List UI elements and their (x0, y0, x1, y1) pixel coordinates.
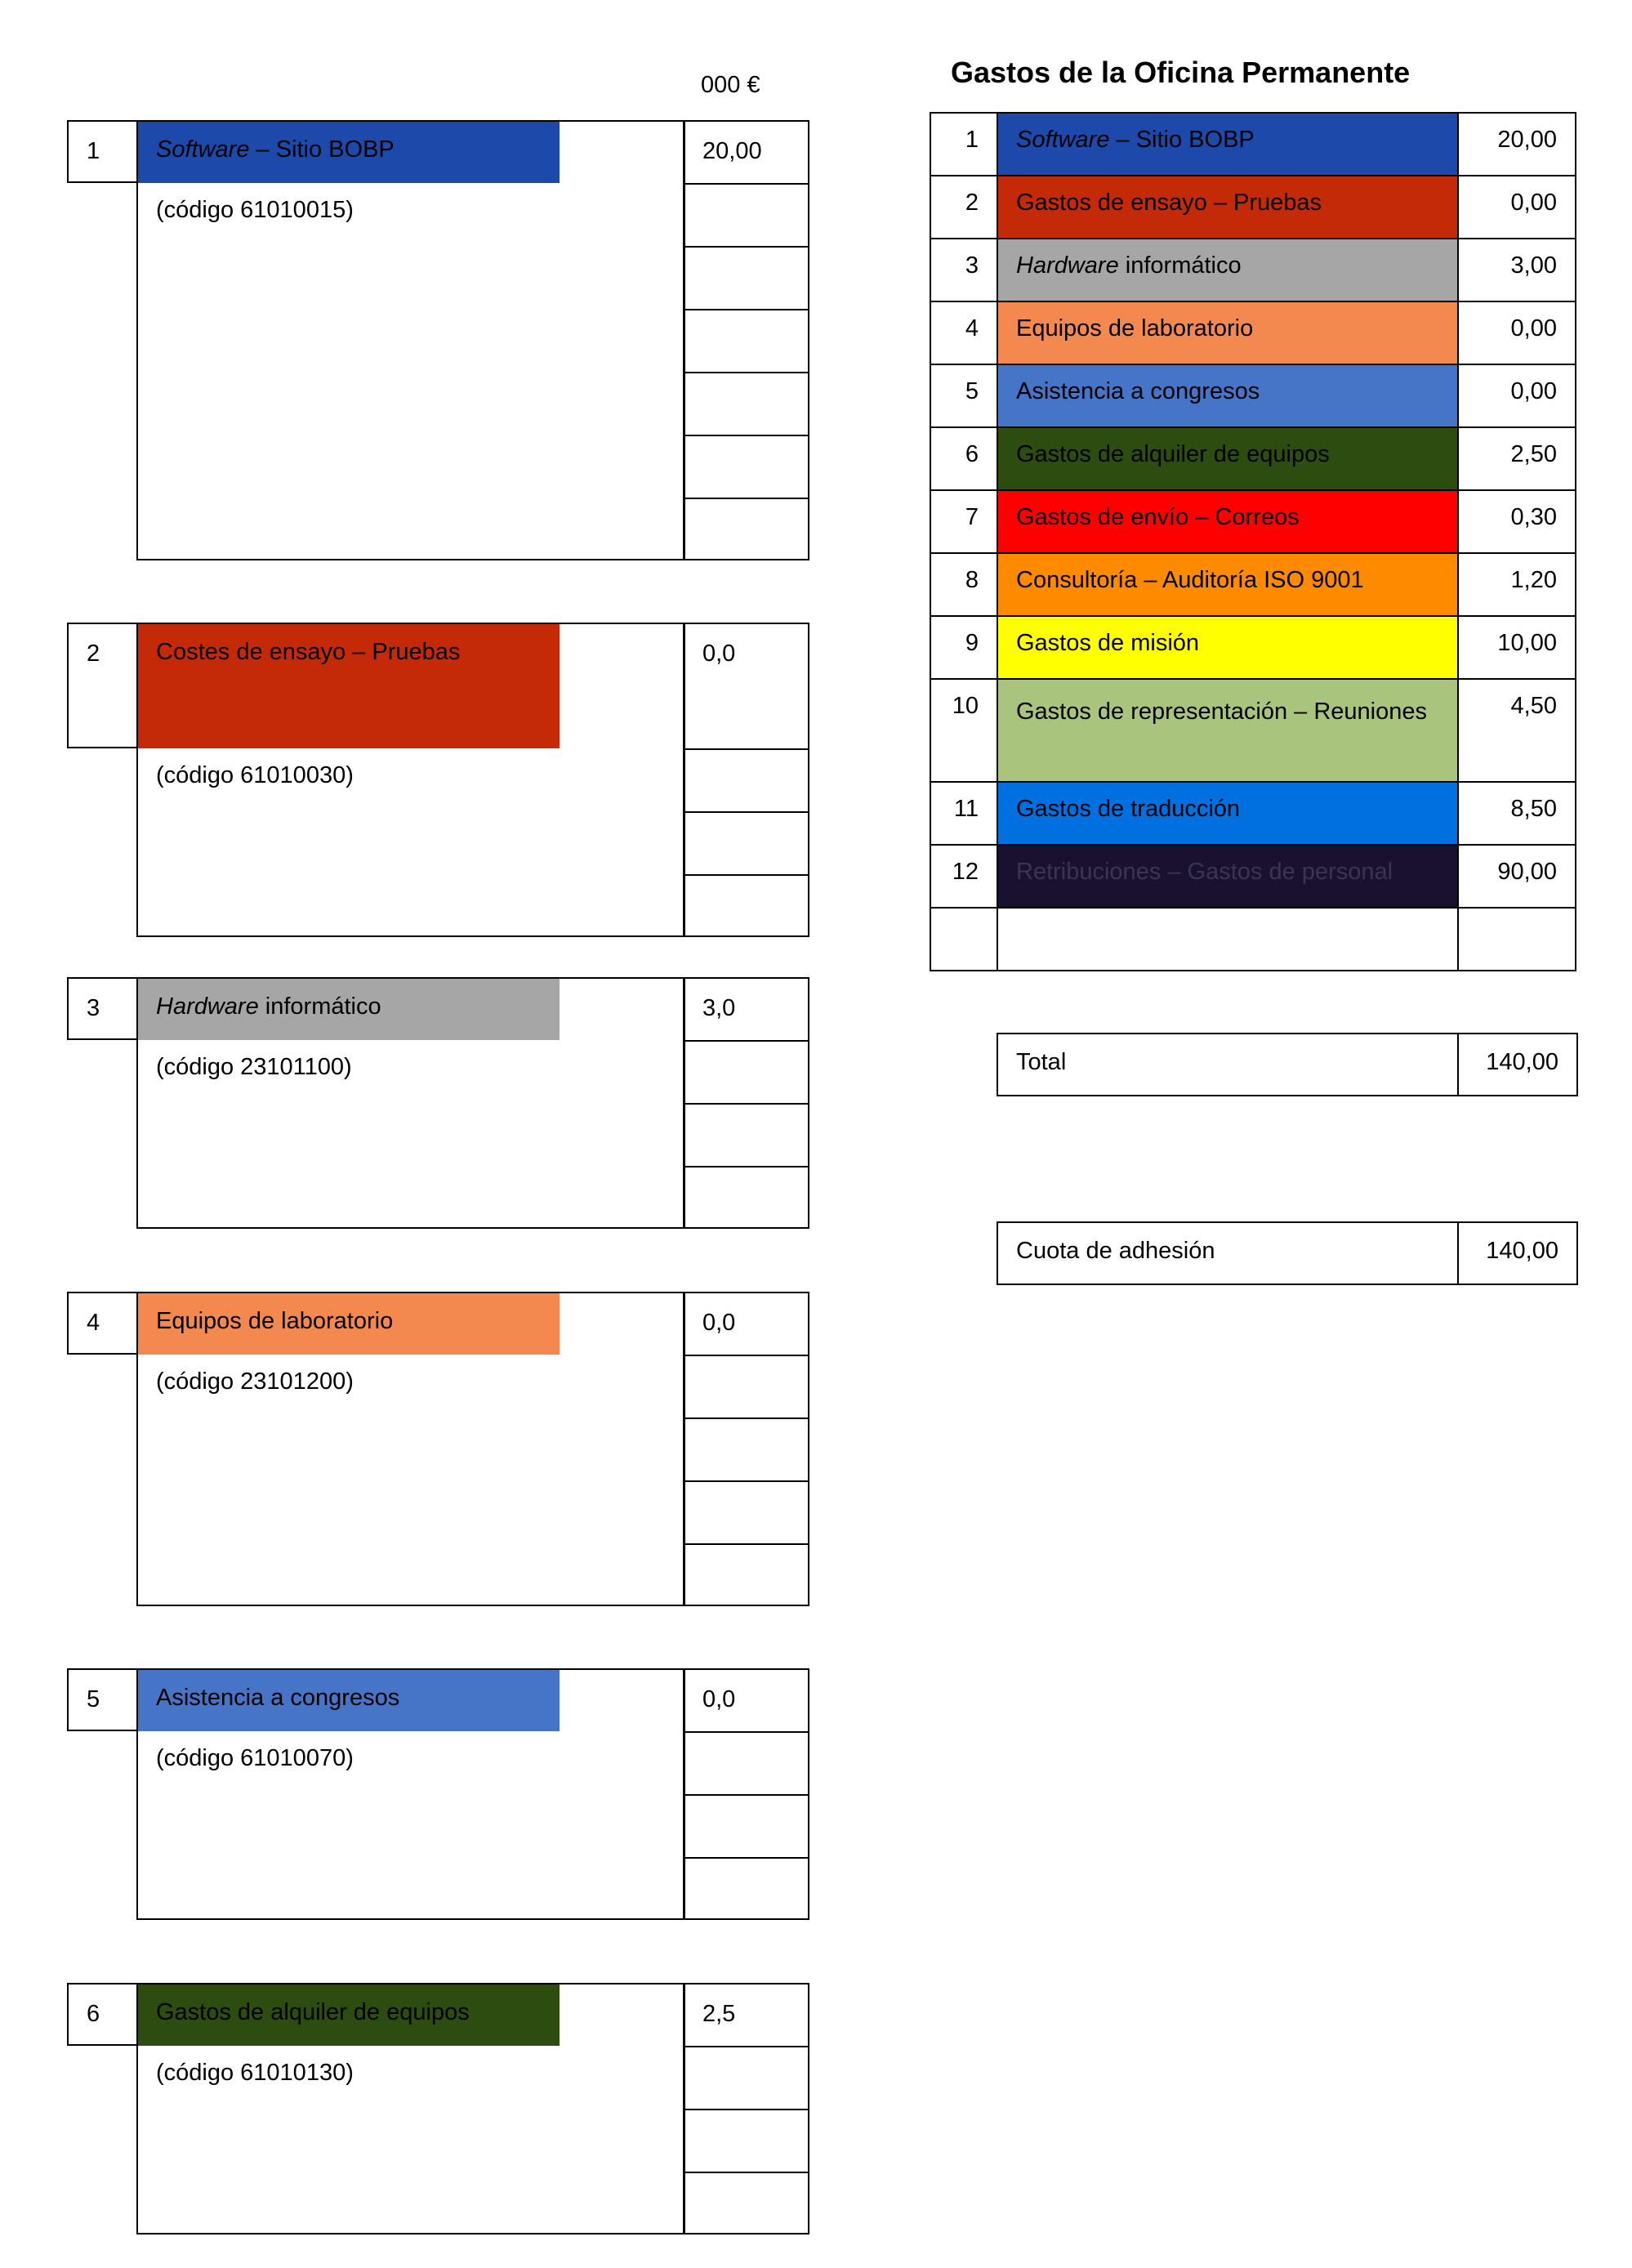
item-label-bar (138, 1670, 560, 1731)
item-label-text: Gastos de alquiler de equipos (156, 1999, 470, 2025)
amount-row-divider (684, 498, 808, 499)
item-amount: 2,5 (702, 2001, 736, 2027)
total-label: Total (998, 1034, 1459, 1095)
item-number: 4 (67, 1292, 139, 1355)
membership-fee-label: Cuota de adhesión (998, 1223, 1459, 1284)
item-number: 2 (67, 623, 139, 748)
amount-row-divider (684, 1103, 808, 1105)
summary-row-amount: 10,00 (1458, 616, 1576, 679)
item-amount-column (683, 120, 809, 560)
item-code: (código 61010015) (156, 197, 354, 223)
amount-row-divider (684, 874, 808, 876)
item-number: 5 (67, 1668, 139, 1731)
item-amount-column (683, 1292, 809, 1606)
summary-row-amount: 2,50 (1458, 427, 1576, 490)
summary-row-number: 3 (930, 239, 997, 301)
currency-unit: 000 € (701, 72, 760, 98)
summary-row-label (997, 113, 1458, 176)
item-amount: 0,0 (702, 641, 736, 667)
item-code: (código 23101100) (156, 1054, 352, 1080)
summary-row (930, 679, 1576, 782)
summary-table (930, 112, 1576, 971)
item-amount-column (683, 1668, 809, 1920)
amount-row-divider (684, 1355, 808, 1356)
item-code: (código 61010030) (156, 762, 354, 788)
summary-row-amount: 0,00 (1458, 364, 1576, 427)
summary-row (930, 616, 1576, 679)
summary-row-number: 6 (930, 427, 997, 490)
summary-label-text: Gastos de traducción (1016, 796, 1241, 822)
summary-row (930, 113, 1576, 176)
total-box (997, 1033, 1578, 1096)
summary-empty-row (930, 908, 1576, 971)
item-box (136, 120, 685, 560)
summary-row-number: 2 (930, 176, 997, 239)
amount-row-divider (684, 1857, 808, 1859)
amount-row-divider (684, 2172, 808, 2173)
item-number: 1 (67, 120, 139, 183)
summary-row-label (997, 553, 1458, 616)
item-label-text: Equipos de laboratorio (156, 1308, 394, 1334)
summary-row-number: 11 (930, 782, 997, 845)
summary-label-text: Gastos de envío – Correos (1016, 504, 1300, 530)
summary-label-italic: Software (1016, 127, 1110, 153)
summary-empty-cell (997, 908, 1458, 971)
summary-row-number: 8 (930, 553, 997, 616)
item-label-text: informático (258, 993, 381, 1020)
item-amount-column (683, 1983, 809, 2235)
summary-row-amount: 8,50 (1458, 782, 1576, 845)
amount-row-divider (684, 1543, 808, 1545)
amount-row-divider (684, 435, 808, 436)
amount-row-divider (684, 1040, 808, 1042)
amount-row-divider (684, 372, 808, 373)
amount-row-divider (684, 748, 808, 750)
item-amount-column (683, 977, 809, 1229)
item-code: (código 61010130) (156, 2060, 354, 2086)
summary-label-text: Retribuciones – Gastos de personal (1016, 859, 1393, 885)
item-label-bar (138, 624, 560, 748)
item-number: 3 (67, 977, 139, 1040)
amount-row-divider (684, 309, 808, 310)
summary-row-number: 7 (930, 490, 997, 553)
summary-row-label (997, 176, 1458, 239)
summary-title: Gastos de la Oficina Permanente (951, 56, 1411, 89)
summary-empty-cell (1458, 908, 1576, 971)
summary-row-label (997, 616, 1458, 679)
item-label-bar (138, 1984, 560, 2046)
summary-row-label (997, 301, 1458, 364)
summary-row-amount: 90,00 (1458, 845, 1576, 908)
amount-row-divider (684, 2109, 808, 2110)
summary-label-text: Gastos de misión (1016, 630, 1200, 656)
summary-row (930, 490, 1576, 553)
amount-row-divider (684, 1418, 808, 1419)
summary-row (930, 239, 1576, 301)
item-label-bar (138, 122, 560, 183)
item-amount: 0,0 (702, 1310, 736, 1336)
amount-row-divider (684, 246, 808, 248)
item-label-text: Asistencia a congresos (156, 1685, 400, 1711)
summary-row-label (997, 364, 1458, 427)
summary-row (930, 427, 1576, 490)
summary-label-text: Gastos de representación – Reuniones (1016, 699, 1427, 725)
summary-row-number: 12 (930, 845, 997, 908)
summary-row-label (997, 239, 1458, 301)
summary-row-amount: 20,00 (1458, 113, 1576, 176)
summary-row-number: 10 (930, 679, 997, 782)
membership-fee-box (997, 1221, 1578, 1285)
summary-row-label (997, 427, 1458, 490)
item-label-text: – Sitio BOBP (249, 136, 395, 163)
summary-empty-cell (930, 908, 997, 971)
summary-row (930, 364, 1576, 427)
summary-row-amount: 1,20 (1458, 553, 1576, 616)
amount-row-divider (684, 183, 808, 185)
item-amount: 3,0 (702, 995, 736, 1021)
summary-row (930, 845, 1576, 908)
summary-label-italic: Hardware (1016, 252, 1119, 279)
summary-label-text: – Sitio BOBP (1109, 127, 1255, 153)
summary-row-amount: 3,00 (1458, 239, 1576, 301)
summary-row-number: 4 (930, 301, 997, 364)
item-amount-column (683, 623, 809, 937)
summary-row-number: 9 (930, 616, 997, 679)
amount-row-divider (684, 811, 808, 813)
summary-row (930, 782, 1576, 845)
amount-row-divider (684, 2046, 808, 2047)
amount-row-divider (684, 1166, 808, 1167)
item-amount: 0,0 (702, 1686, 736, 1712)
summary-row-label (997, 782, 1458, 845)
item-code: (código 23101200) (156, 1368, 354, 1395)
summary-row-amount: 0,00 (1458, 176, 1576, 239)
amount-row-divider (684, 1480, 808, 1482)
summary-row (930, 553, 1576, 616)
summary-row-amount: 4,50 (1458, 679, 1576, 782)
summary-row-number: 1 (930, 113, 997, 176)
item-code: (código 61010070) (156, 1745, 354, 1771)
summary-row-label (997, 490, 1458, 553)
amount-row-divider (684, 1731, 808, 1733)
summary-label-text: Gastos de ensayo – Pruebas (1016, 190, 1322, 216)
summary-row-amount: 0,30 (1458, 490, 1576, 553)
summary-label-text: Gastos de alquiler de equipos (1016, 441, 1330, 467)
item-number: 6 (67, 1983, 139, 2046)
summary-row-label (997, 845, 1458, 908)
item-amount: 20,00 (702, 138, 762, 164)
item-label-italic: Hardware (156, 993, 259, 1020)
summary-row-label (997, 679, 1458, 782)
summary-label-text: Consultoría – Auditoría ISO 9001 (1016, 567, 1364, 593)
membership-fee-value: 140,00 (1486, 1238, 1558, 1264)
item-label-italic: Software (156, 136, 250, 163)
item-label-bar (138, 979, 560, 1040)
summary-row-amount: 0,00 (1458, 301, 1576, 364)
summary-label-text: informático (1118, 252, 1242, 279)
summary-label-text: Equipos de laboratorio (1016, 315, 1254, 342)
summary-row-number: 5 (930, 364, 997, 427)
summary-row (930, 176, 1576, 239)
total-value: 140,00 (1486, 1049, 1558, 1075)
item-label-text: Costes de ensayo – Pruebas (156, 639, 461, 665)
summary-row (930, 301, 1576, 364)
item-label-bar (138, 1293, 560, 1355)
summary-label-text: Asistencia a congresos (1016, 378, 1260, 404)
amount-row-divider (684, 1794, 808, 1796)
